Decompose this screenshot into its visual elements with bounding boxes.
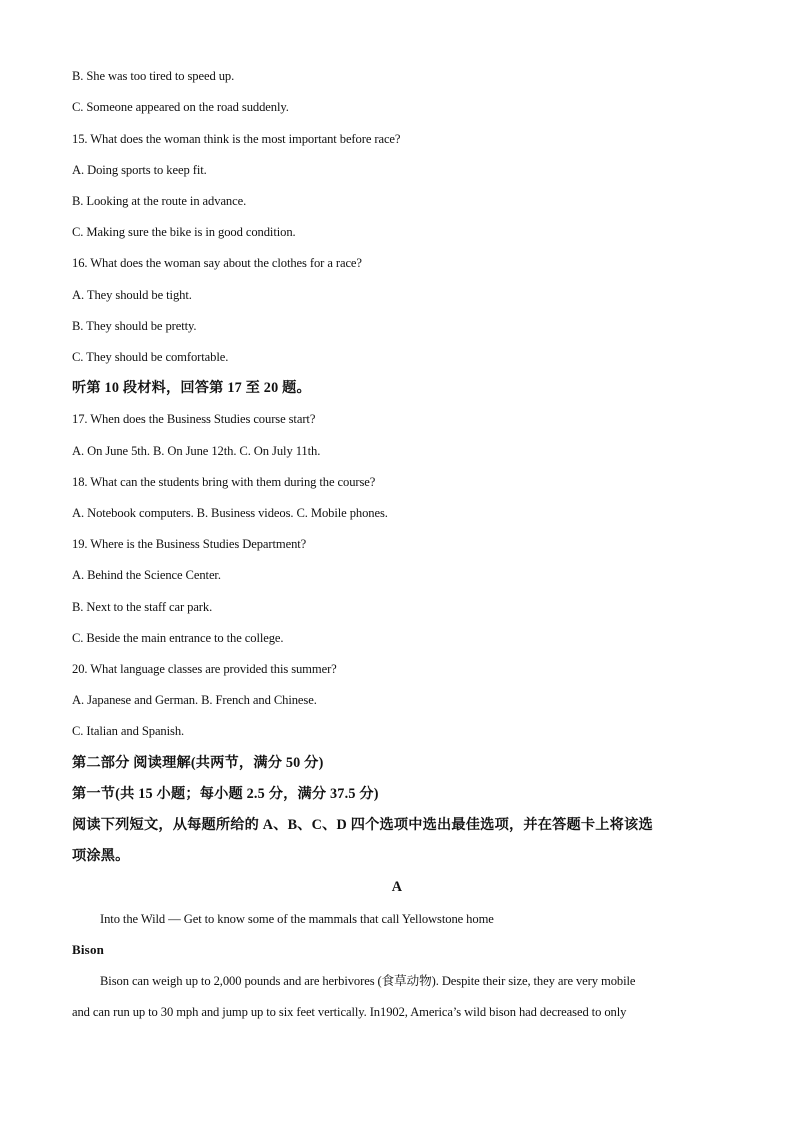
question-20: 20. What language classes are provided this summer? [72, 662, 337, 676]
paragraph-line-2: and can run up to 30 mph and jump up to six feet vertically. In1902, America’s wild bison had decreased to only [72, 1005, 627, 1019]
option-19c: C. Beside the main entrance to the college. [72, 631, 284, 645]
option-14c: C. Someone appeared on the road suddenly. [72, 100, 289, 114]
option-15b: B. Looking at the route in advance. [72, 194, 247, 208]
question-16: 16. What does the woman say about the clothes for a race? [72, 256, 362, 270]
question-18: 18. What can the students bring with them during the course? [72, 475, 376, 489]
option-15c: C. Making sure the bike is in good condition. [72, 225, 296, 239]
option-16b: B. They should be pretty. [72, 319, 197, 333]
instructions-line-1: 阅读下列短文，从每题所给的 A、B、C、D 四个选项中选出最佳选项，并在答题卡上将该选 [72, 817, 653, 833]
section-one-heading: 第一节(共 15 小题；每小题 2.5 分，满分 37.5 分) [72, 786, 379, 802]
passage-label: A [391, 879, 403, 895]
option-19a: A. Behind the Science Center. [72, 568, 221, 582]
option-20c: C. Italian and Spanish. [72, 724, 185, 738]
section-heading-passage-10: 听第 10 段材料，回答第 17 至 20 题。 [72, 380, 311, 396]
question-19: 19. Where is the Business Studies Department? [72, 537, 307, 551]
instructions-line-2: 项涂黑。 [72, 848, 130, 864]
passage-title: Into the Wild — Get to know some of the mammals that call Yellowstone home [100, 912, 494, 926]
question-17: 17. When does the Business Studies course start? [72, 412, 316, 426]
options-20ab: A. Japanese and German. B. French and Chinese. [72, 693, 317, 707]
option-14b: B. She was too tired to speed up. [72, 69, 235, 83]
option-19b: B. Next to the staff car park. [72, 600, 213, 614]
subheading-bison: Bison [72, 942, 105, 957]
option-16c: C. They should be comfortable. [72, 350, 229, 364]
option-16a: A. They should be tight. [72, 288, 192, 302]
options-17: A. On June 5th. B. On June 12th. C. On July 11th. [72, 444, 321, 458]
part-two-heading: 第二部分 阅读理解(共两节，满分 50 分) [72, 755, 324, 771]
option-15a: A. Doing sports to keep fit. [72, 163, 207, 177]
question-15: 15. What does the woman think is the most important before race? [72, 132, 401, 146]
options-18: A. Notebook computers. B. Business videos. C. Mobile phones. [72, 506, 388, 520]
paragraph-line-1: Bison can weigh up to 2,000 pounds and are herbivores (食草动物). Despite their size, they are very mobile [100, 974, 636, 988]
